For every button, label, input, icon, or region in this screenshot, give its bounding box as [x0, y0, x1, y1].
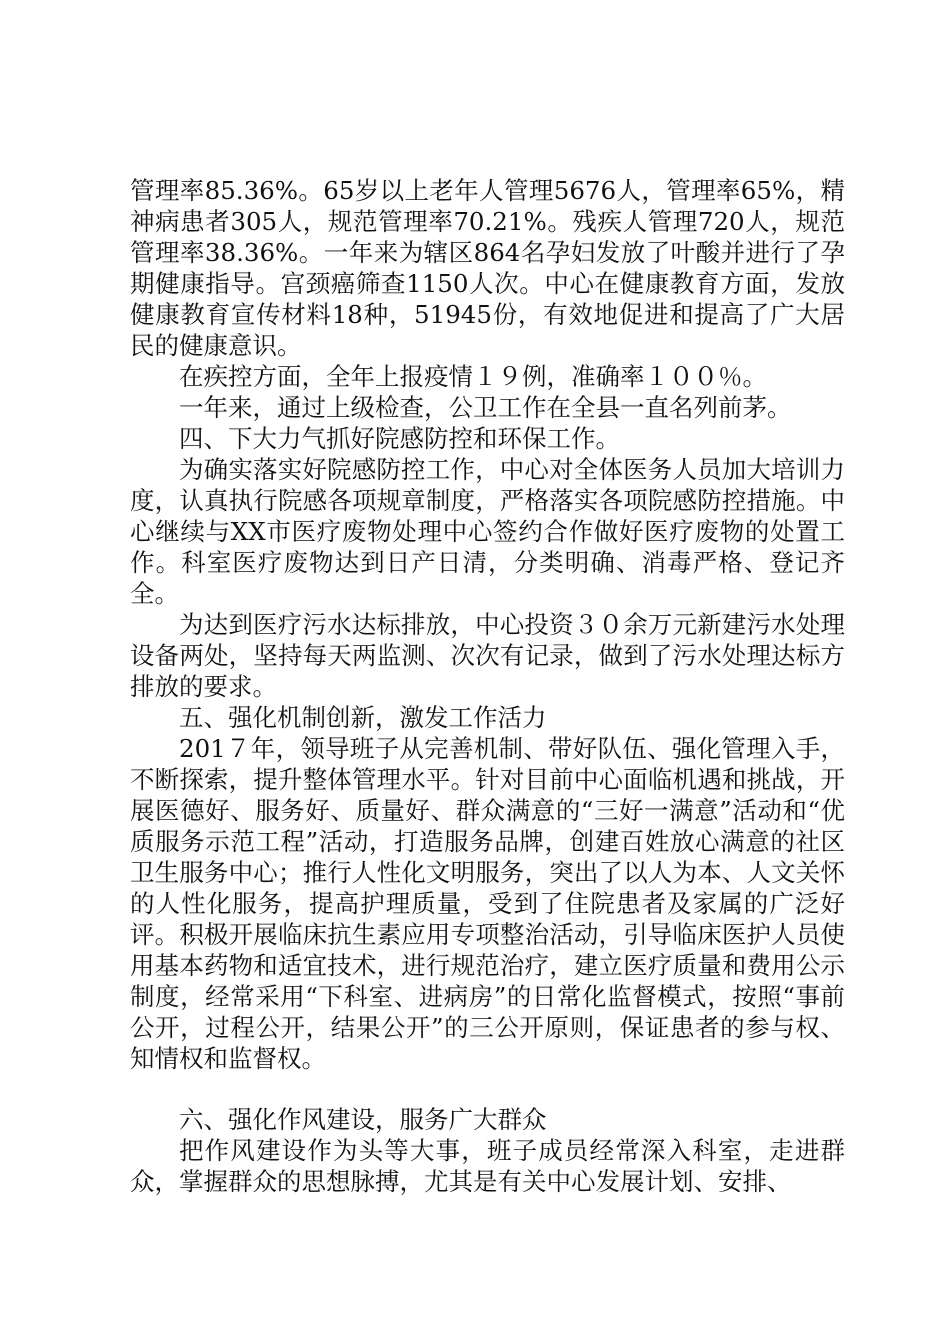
section-heading-4: 四、下大力气抓好院感防控和环保工作。 — [179, 424, 620, 453]
paragraph-sewage-treatment: 为达到医疗污水达标排放，中心投资３０余万元新建污水处理设备两处，坚持每天两监测、次次有记录，做到了污水处理达标方排放的要求。 — [130, 610, 845, 701]
paragraph-infection-control: 为确实落实好院感防控工作，中心对全体医务人员加大培训力度，认真执行院感各项规章制度，严格落实各项院感防控措施。中心继续与XX市医疗废物处理中心签约合作做好医疗废物的处置工作。科室医疗废物达到日产日清，分类明确、消毒严格、登记齐全。 — [130, 455, 845, 608]
paragraph-mechanism-innovation: 201７年，领导班子从完善机制、带好队伍、强化管理入手，不断探索，提升整体管理水平。针对目前中心面临机遇和挑战，开展医德好、服务好、质量好、群众满意的“三好一满意”活动和“优质服务示范工程”活动，打造服务品牌，创建百姓放心满意的社区卫生服务中心；推行人性化文明服务，突出了以人为本、人文关怀的人性化服务，提高护理质量，受到了住院患者及家属的广泛好评。积极开展临床抗生素应用专项整治活动，引导临床医护人员使用基本药物和适宜技术，进行规范治疗，建立医疗质量和费用公示制度，经常采用“下科室、进病房”的日常化监督模式，按照“事前公开，过程公开，结果公开”的三公开原则，保证患者的参与权、知情权和监督权。 — [130, 734, 845, 1073]
paragraph-work-style: 把作风建设作为头等大事，班子成员经常深入科室，走进群众，掌握群众的思想脉搏，尤其是有关中心发展计划、安排、 — [130, 1136, 845, 1196]
paragraph-inspection-result: 一年来，通过上级检查，公卫工作在全县一直名列前茅。 — [179, 393, 792, 422]
section-heading-6: 六、强化作风建设，服务广大群众 — [179, 1105, 547, 1134]
document-body — [130, 175, 845, 1197]
section-heading-5: 五、强化机制创新，激发工作活力 — [179, 703, 547, 732]
paragraph-health-management: 管理率85.36%。65岁以上老年人管理5676人，管理率65%，精神病患者305人，规范管理率70.21%。残疾人管理720人，规范管理率38.36%。一年来为辖区864名孕妇发放了叶酸并进行了孕期健康指导。宫颈癌筛查1150人次。中心在健康教育方面，发放健康教育宣传材料18种，51945份，有效地促进和提高了广大居民的健康意识。 — [130, 176, 845, 360]
paragraph-disease-control: 在疾控方面，全年上报疫情１９例，准确率１００％。 — [179, 362, 767, 391]
